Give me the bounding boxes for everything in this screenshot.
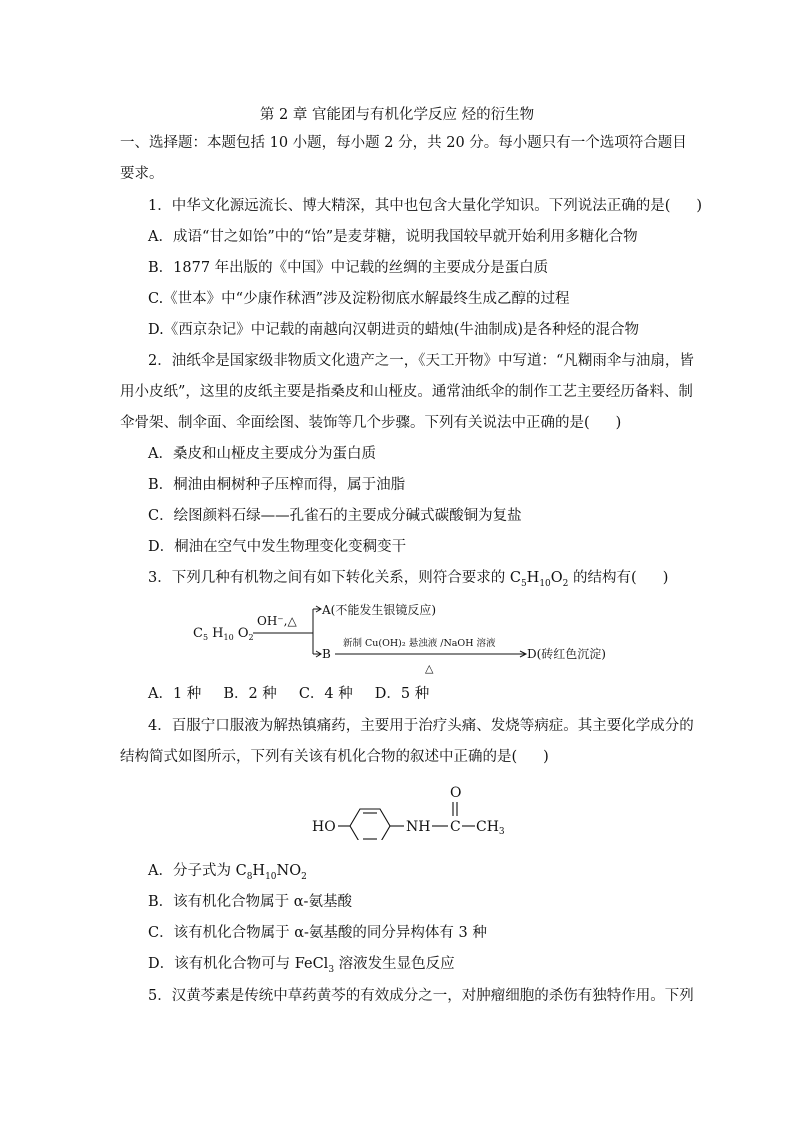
question-2-option-b: B．桐油由桐树种子压榨而得，属于油脂 [148,477,406,493]
question-3-option-c: C．4 种 [298,686,353,702]
benzene-ring-icon [350,809,390,840]
question-4-option-b: B．该有机化合物属于 α-氨基酸 [148,894,352,910]
question-4-line1: 4．百服宁口服液为解热镇痛药，主要用于治疗头痛、发烧等病症。其主要化学成分的 [148,718,694,734]
chapter-title: 第 2 章 官能团与有机化学反应 烃的衍生物 [259,107,535,123]
question-4-option-d-text: D．该有机化合物可与 FeCl [148,956,329,972]
question-1-option-c: C.《世本》中“少康作秫酒”涉及淀粉彻底水解最终生成乙醇的过程 [148,291,570,307]
question-2-line1: 2．油纸伞是国家级非物质文化遗产之一，《天工开物》中写道：“凡糊雨伞与油扇，皆 [148,353,694,369]
question-3-options [148,679,708,710]
question-4-option-a: A．分子式为 $C_8H_{10}NO_2$ [148,863,307,882]
section-heading-line1: 一、选择题：本题包括 10 小题，每小题 2 分，共 20 分。每小题只有一个选项符合题目 [120,135,687,151]
question-1-text: 1．中华文化源远流长、博大精深，其中也包含大量化学知识。下列说法正确的是( [148,198,671,214]
question-4-bracket: ) [543,749,549,765]
question-3-stem [148,563,708,600]
reaction-scheme [185,596,645,674]
question-2-option-d: D．桐油在空气中发生物理变化变稠变干 [148,539,407,555]
question-1-option-b: B．1877 年出版的《中国》中记载的丝绸的主要成分是蛋白质 [148,260,549,276]
question-1-stem [148,191,708,222]
reactant-formula: $C_5$ $H_{10}$ $O_2$ [193,626,254,642]
question-4-option-a-text: A．分子式为 C [148,863,247,879]
question-3-option-d: D．5 种 [374,686,430,702]
product-d-label: D(砖红色沉淀) [527,647,606,661]
question-3-tail: 的结构有( [568,570,637,586]
question-2-line2: 用小皮纸”，这里的皮纸主要是指桑皮和山桠皮。通常油纸伞的制作工艺主要经历备料、制 [120,384,693,400]
structural-formula [308,778,518,840]
question-2-option-a: A．桑皮和山桠皮主要成分为蛋白质 [148,446,376,462]
question-4-option-d-tail: 溶液发生显色反应 [334,956,455,972]
question-1-bracket: ) [696,198,703,214]
question-2-bracket: ) [615,415,622,431]
condition-heat: △ [425,662,434,674]
question-4-text: 结构简式如图所示，下列有关该有机化合物的叙述中正确的是( [120,749,518,765]
question-1-option-a: A．成语“甘之如饴”中的“饴”是麦芽糖，说明我国较早就开始利用多糖化合物 [148,229,638,245]
product-b-label: B [322,647,331,661]
question-3-bracket: ) [662,570,669,586]
question-3-text: 3．下列几种有机物之间有如下转化关系，则符合要求的 C [148,570,521,586]
question-2-text: 伞骨架、制伞面、伞面绘图、装饰等几个步骤。下列有关说法中正确的是( [120,415,590,431]
question-1-option-d: D.《西京杂记》中记载的南越向汉朝进贡的蜡烛(牛油制成)是各种烃的混合物 [148,322,640,338]
question-4-option-d: D．该有机化合物可与 FeCl$_3$ 溶液发生显色反应 [148,956,455,975]
question-3-option-a: A．1 种 [148,686,202,702]
carbon-label: C [450,819,461,835]
condition-cuoh2: 新制 Cu(OH)₂ 悬浊液 /NaOH 溶液 [343,638,496,649]
product-a-label: A(不能发生银镜反应) [322,603,437,617]
condition-oh-heat: OH⁻,△ [257,614,297,628]
section-heading-line2: 要求。 [120,166,164,182]
methyl-label: $CH_3$ [476,819,505,837]
question-4-line2 [120,742,680,773]
question-4-option-c: C．该有机化合物属于 α-氨基酸的同分异构体有 3 种 [148,925,487,941]
amine-label: NH [406,819,431,835]
hydroxyl-label: HO [312,819,336,835]
carbonyl-o-label: O [450,785,462,801]
question-3-option-b: B．2 种 [223,686,277,702]
question-2-option-c: C．绘图颜料石绿——孔雀石的主要成分碱式碳酸铜为复盐 [148,508,522,524]
question-2-line3 [120,408,680,439]
question-5-line1: 5．汉黄芩素是传统中草药黄芩的有效成分之一，对肿瘤细胞的杀伤有独特作用。下列 [148,988,694,1004]
formula-subscripts: $_5H_{10}O_2$ [520,570,569,589]
